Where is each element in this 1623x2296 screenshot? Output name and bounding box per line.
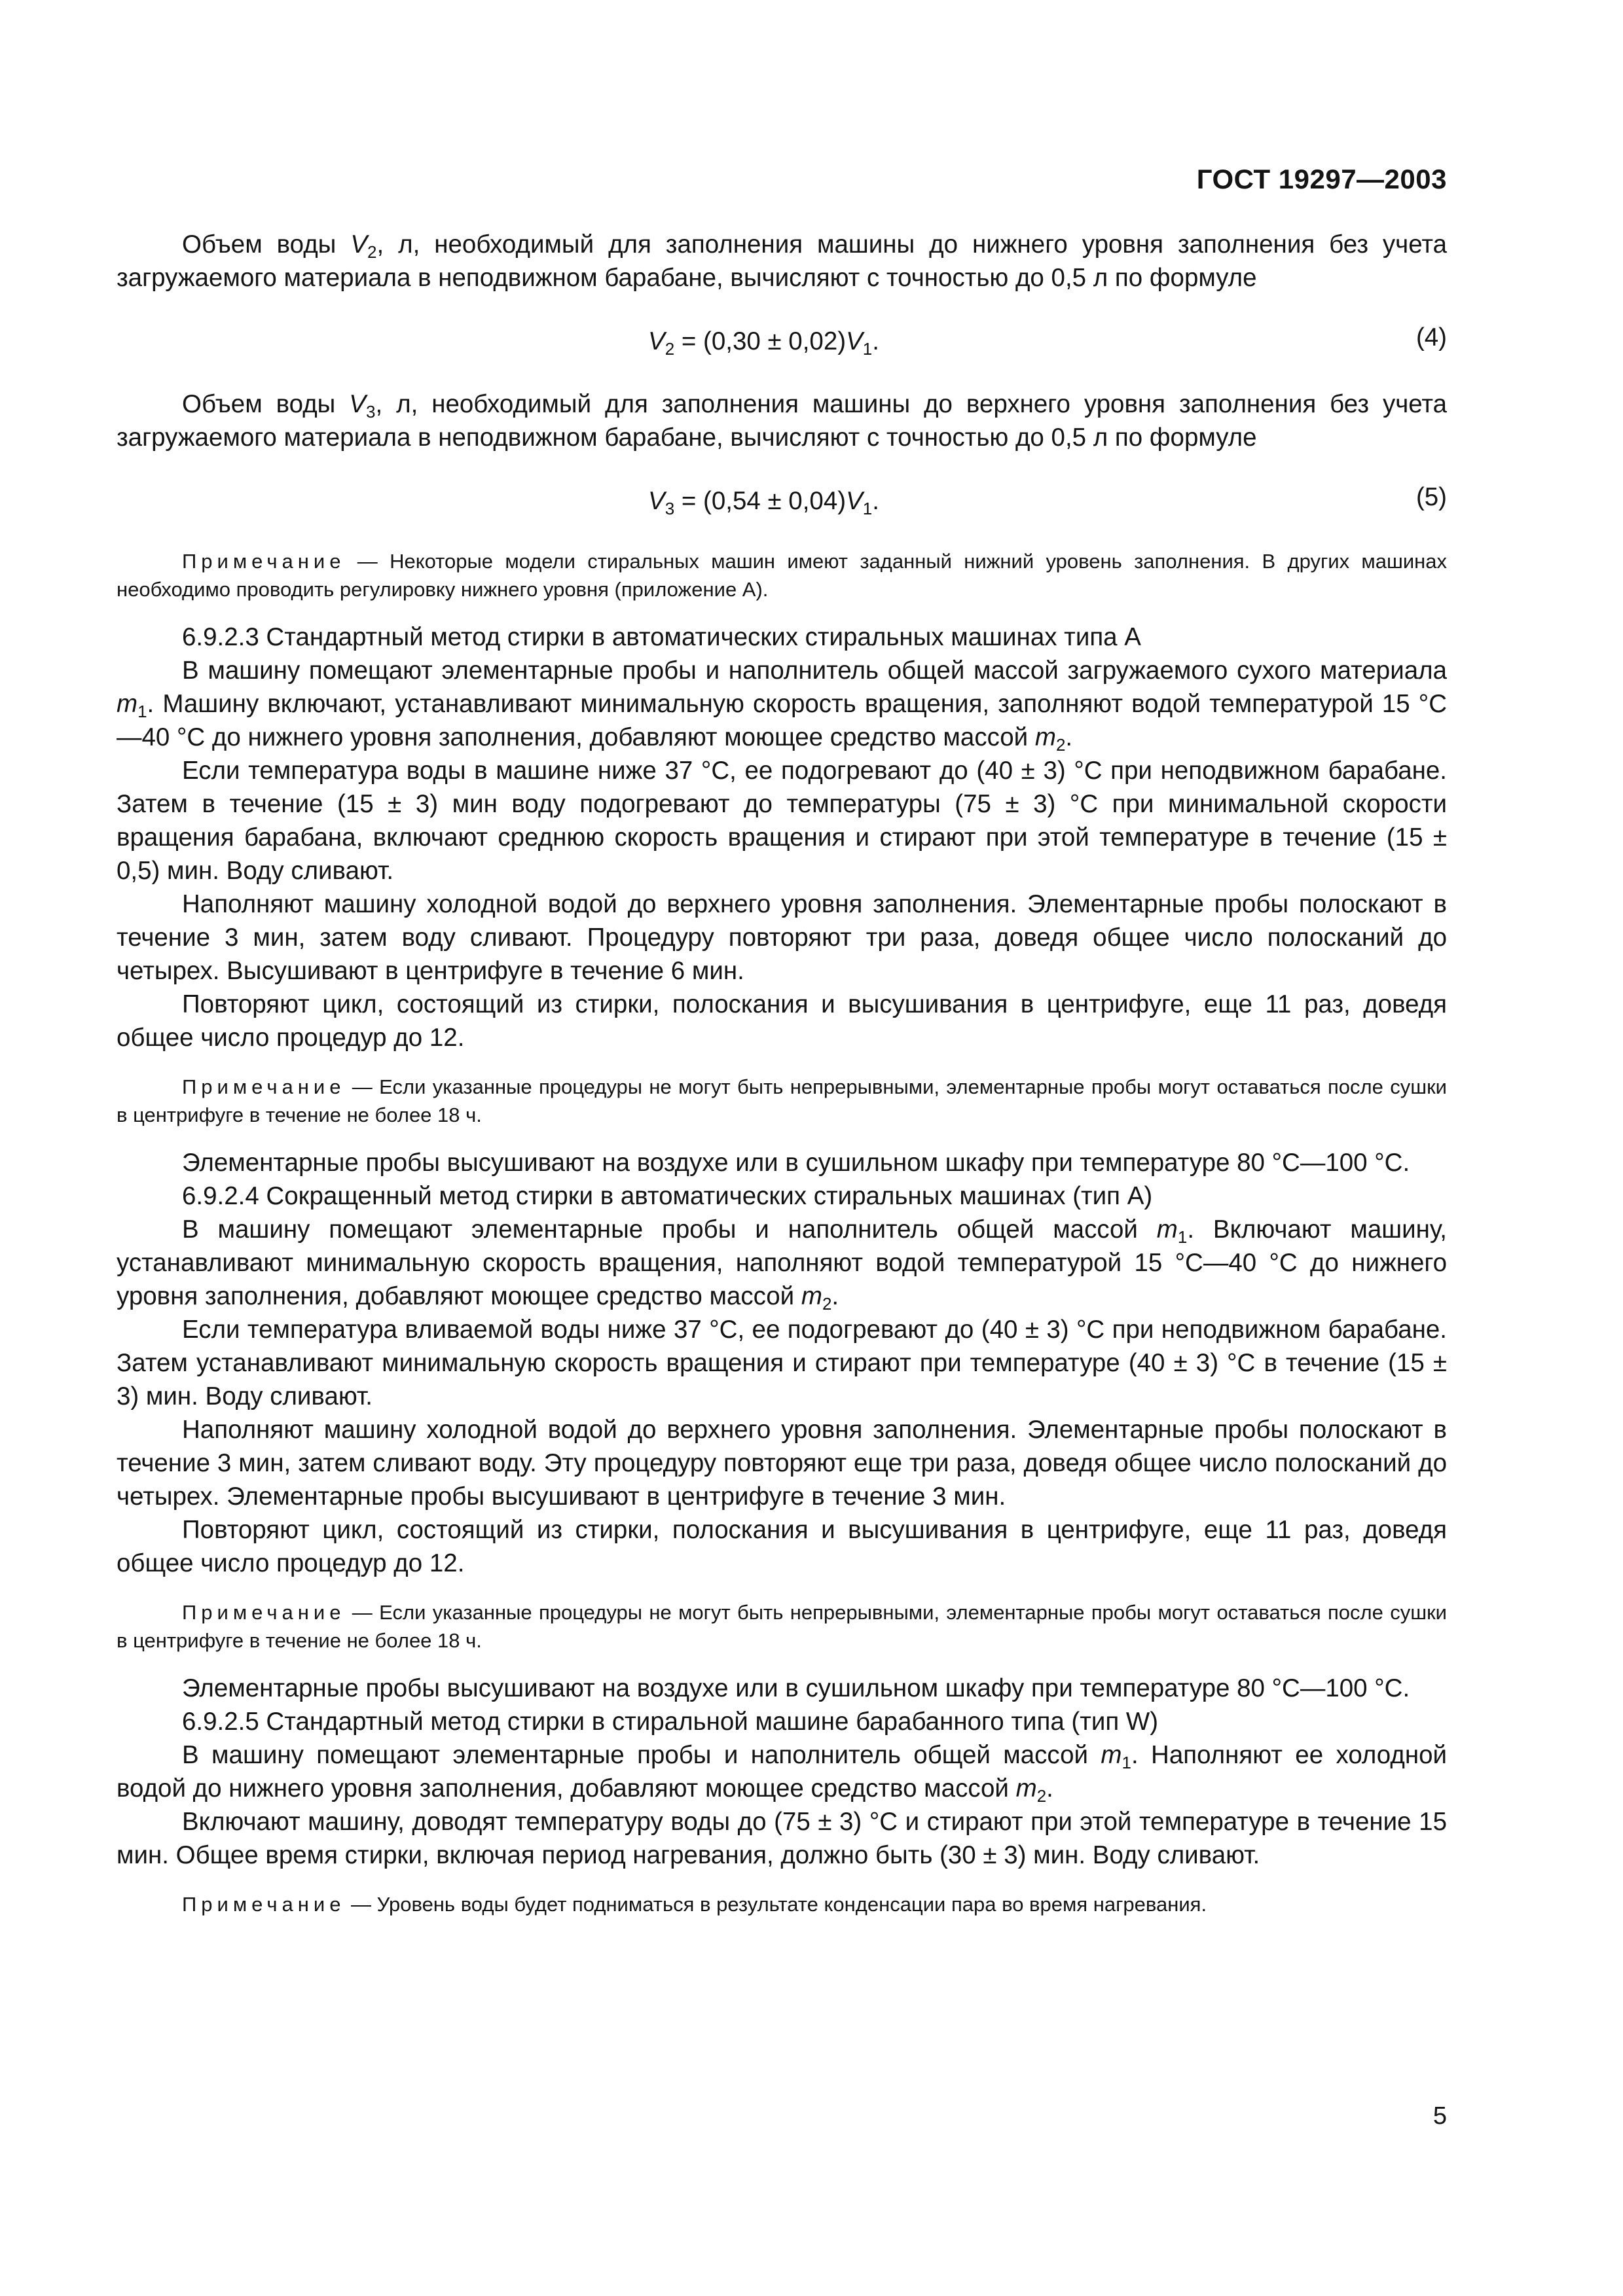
formula-5: [117, 480, 1447, 522]
document-body: [117, 228, 1447, 1935]
section-6-9-2-3-para-2: Если температура воды в машине ниже 37 °С, ее подогревают до (40 ± 3) °С при неподвижном барабане. Затем в течение (15 ± 3) мин воду подогревают до температуры (75 ± 3) °С при минимальной скорости вращения барабана, включают среднюю скорость вращения и стирают при этой температуре в течение (15 ± 0,5) мин. Воду сливают.: [117, 757, 1447, 885]
section-6-9-2-5-para-1: В машину помещают элементарные пробы и наполнитель общей массой $m_1$. Наполняют ее холодной водой до нижнего уровня заполнения, добавляют моющее средство массой $m_2$.: [117, 1741, 1447, 1806]
paragraph-drying-2: Элементарные пробы высушивают на воздухе или в сушильном шкафу при температуре 80 °С—100 °С.: [182, 1674, 1410, 1702]
section-6-9-2-3-para-4: Повторяют цикл, состоящий из стирки, полоскания и высушивания в центрифуге, еще 11 раз, доведя общее число процедур до 12.: [117, 990, 1447, 1052]
formula-5-number: (5): [1415, 483, 1447, 511]
formula-4: [117, 321, 1447, 363]
formula-4-number: (4): [1415, 323, 1447, 351]
section-6-9-2-4-heading: 6.9.2.4 Сокращенный метод стирки в автоматических стиральных машинах (тип А): [182, 1182, 1153, 1210]
section-6-9-2-4-para-2: Если температура вливаемой воды ниже 37 °С, ее подогревают до (40 ± 3) °С при неподвижном барабане. Затем устанавливают минимальную скорость вращения и стирают при температуре (40 ± 3) °С в течение (15 ± 3) мин. Воду сливают.: [117, 1316, 1447, 1410]
note-fill-level: Примечание — Некоторые модели стиральных машин имеют заданный нижний уровень заполнения. В других машинах необходимо проводить регулировку нижнего уровня (приложение А).: [117, 550, 1447, 601]
note-water-level: Примечание — Уровень воды будет подниматься в результате конденсации пара во время нагревания.: [182, 1893, 1207, 1916]
section-6-9-2-3-para-1: В машину помещают элементарные пробы и наполнитель общей массой загружаемого сухого материала $m_1$. Машину включают, устанавливают минимальную скорость вращения, заполняют водой температурой 15 °С—40 °С до нижнего уровня заполнения, добавляют моющее средство массой $m_2$.: [117, 656, 1447, 755]
section-6-9-2-3-heading: 6.9.2.3 Стандартный метод стирки в автоматических стиральных машинах типа А: [182, 623, 1141, 651]
paragraph-drying-1: Элементарные пробы высушивают на воздухе или в сушильном шкафу при температуре 80 °С—100 °С.: [182, 1149, 1410, 1177]
section-6-9-2-3-para-3: Наполняют машину холодной водой до верхнего уровня заполнения. Элементарные пробы полоскают в течение 3 мин, затем воду сливают. Процедуру повторяют три раза, доведя общее число полосканий до четырех. Высушивают в центрифуге в течение 6 мин.: [117, 890, 1447, 985]
document-id-header: ГОСТ 19297—2003: [1196, 164, 1447, 194]
section-6-9-2-5-heading: 6.9.2.5 Стандартный метод стирки в стиральной машине барабанного типа (тип W): [182, 1708, 1159, 1736]
formula-4-expression: $V_2 = (0,30 \pm 0,02)V_1$.: [648, 327, 879, 359]
page-number: 5: [1432, 2102, 1447, 2130]
note-procedures-2: Примечание — Если указанные процедуры не могут быть непрерывными, элементарные пробы могут оставаться после сушки в центрифуге в течение не более 18 ч.: [117, 1601, 1447, 1652]
paragraph-v3-definition: Объем воды $V_3$, л, необходимый для заполнения машины до верхнего уровня заполнения без учета загружаемого материала в неподвижном барабане, вычисляют с точностью до 0,5 л по формуле: [117, 390, 1447, 452]
paragraph-v2-definition: Объем воды $V_2$, л, необходимый для заполнения машины до нижнего уровня заполнения без учета загружаемого материала в неподвижном барабане, вычисляют с точностью до 0,5 л по формуле: [117, 230, 1447, 292]
note-procedures-1: Примечание — Если указанные процедуры не могут быть непрерывными, элементарные пробы могут оставаться после сушки в центрифуге в течение не более 18 ч.: [117, 1075, 1447, 1126]
document-page: [117, 0, 1447, 2296]
section-6-9-2-5-para-2: Включают машину, доводят температуру воды до (75 ± 3) °С и стирают при этой температуре в течение 15 мин. Общее время стирки, включая период нагревания, должно быть (30 ± 3) мин. Воду сливают.: [117, 1808, 1447, 1869]
section-6-9-2-4-para-3: Наполняют машину холодной водой до верхнего уровня заполнения. Элементарные пробы полоскают в течение 3 мин, затем сливают воду. Эту процедуру повторяют еще три раза, доведя общее число полосканий до четырех. Элементарные пробы высушивают в центрифуге в течение 3 мин.: [117, 1416, 1447, 1511]
formula-5-expression: $V_3 = (0,54 \pm 0,04)V_1$.: [648, 487, 879, 518]
section-6-9-2-4-para-4: Повторяют цикл, состоящий из стирки, полоскания и высушивания в центрифуге, еще 11 раз, доведя общее число процедур до 12.: [117, 1516, 1447, 1577]
section-6-9-2-4-para-1: В машину помещают элементарные пробы и наполнитель общей массой $m_1$. Включают машину, устанавливают минимальную скорость вращения, наполняют водой температурой 15 °С—40 °С до нижнего уровня заполнения, добавляют моющее средство массой $m_2$.: [117, 1215, 1447, 1314]
